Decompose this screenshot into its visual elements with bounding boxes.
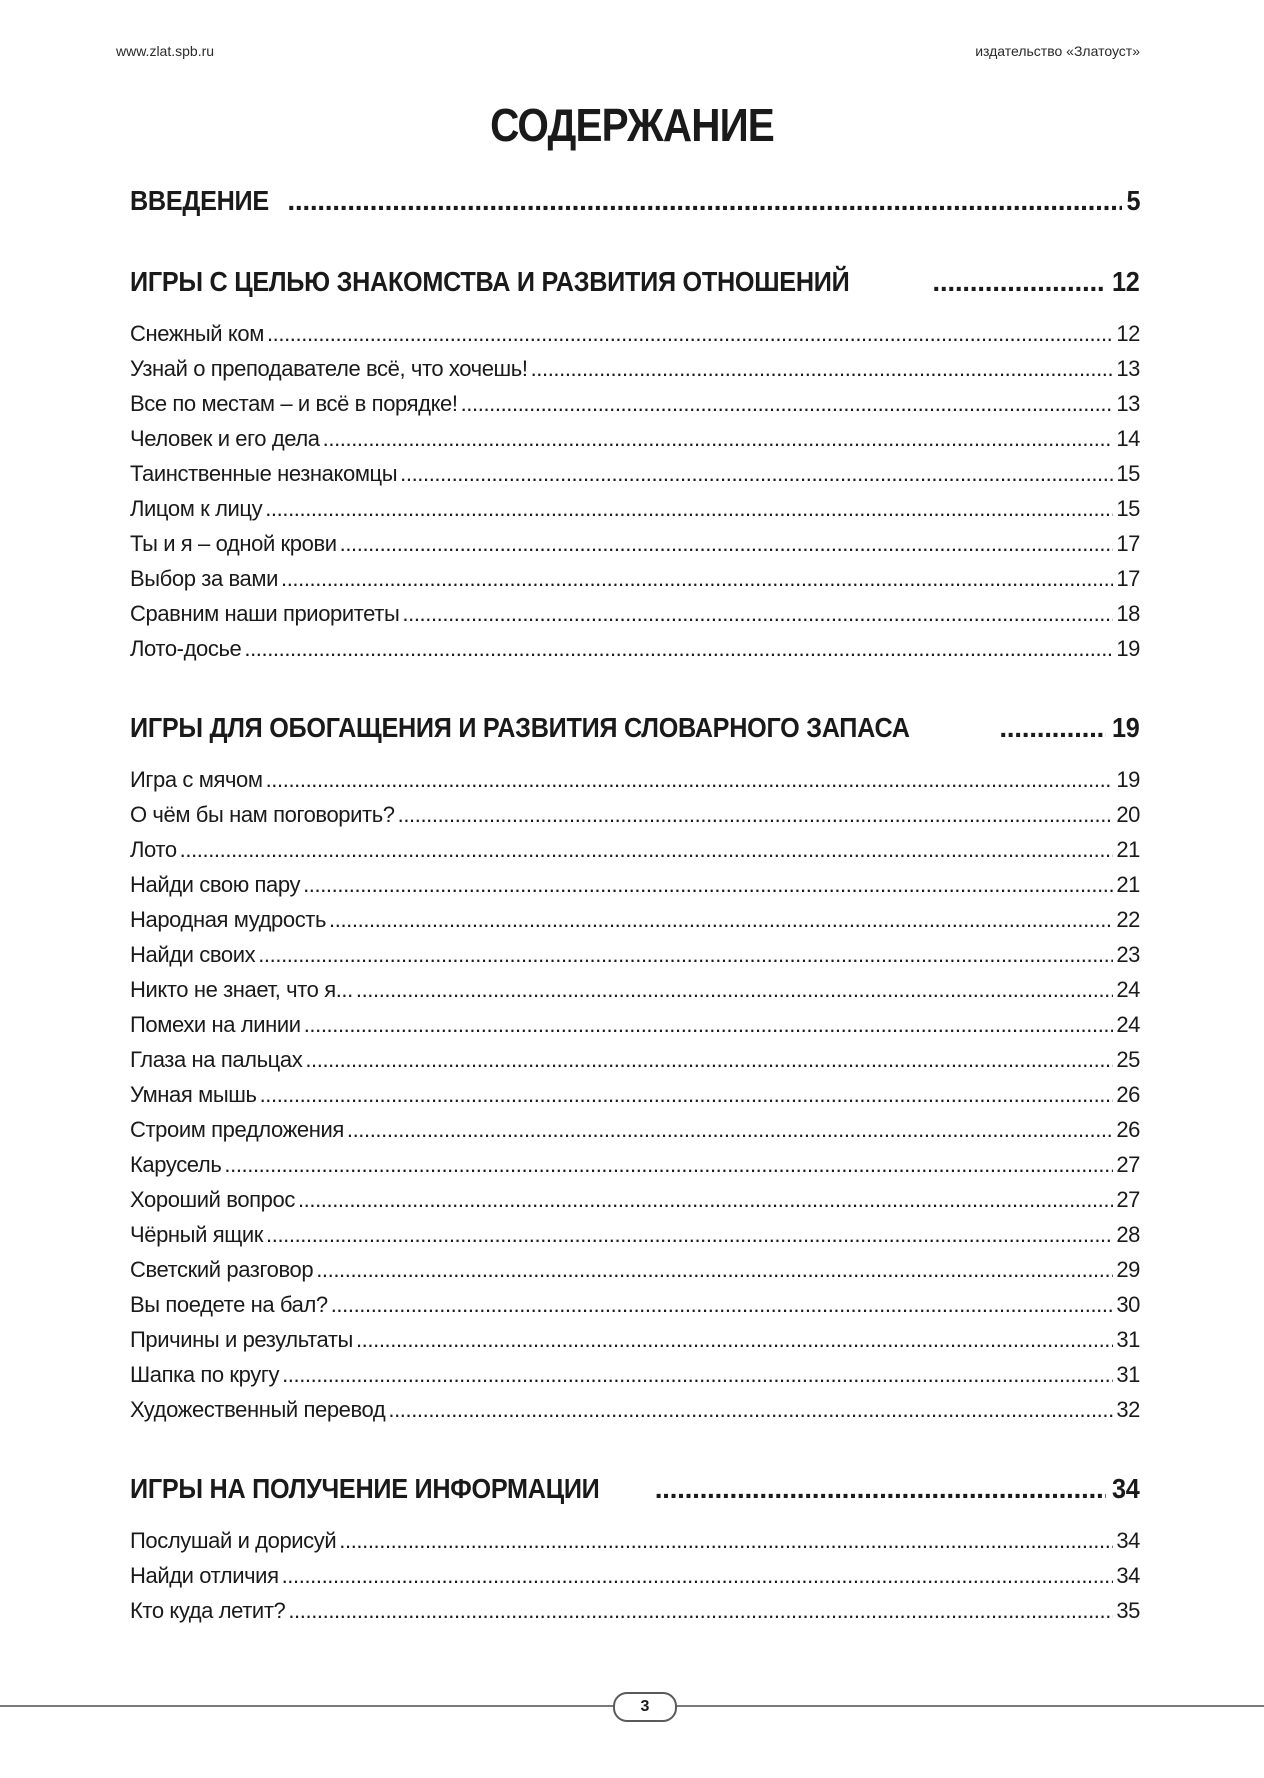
toc-entry-title: Хороший вопрос	[130, 1187, 295, 1212]
toc-entry-title: Светский разговор	[130, 1257, 314, 1282]
toc-entry	[130, 1558, 1140, 1593]
toc-entry-page: 14	[1116, 426, 1140, 451]
dot-leader	[331, 1287, 1114, 1322]
toc-entry-page: 12	[1116, 321, 1140, 346]
toc-entry	[130, 386, 1140, 421]
website-url: www.zlat.spb.ru	[116, 43, 215, 59]
dot-leader	[340, 526, 1114, 561]
toc-entry	[130, 1252, 1140, 1287]
dot-leader	[224, 1147, 1113, 1182]
dot-leader	[265, 491, 1113, 526]
toc-entry-page: 32	[1116, 1397, 1140, 1422]
toc-entry-page: 5	[1126, 185, 1140, 216]
dot-leader	[356, 972, 1113, 1007]
toc-entry-title: Народная мудрость	[130, 907, 327, 932]
toc-entry	[130, 526, 1140, 561]
toc-section-title: ИГРЫ ДЛЯ ОБОГАЩЕНИЯ И РАЗВИТИЯ СЛОВАРНОГО ЗАПАСА	[130, 712, 910, 743]
toc-section-page: 34	[1112, 1473, 1140, 1504]
toc-entry-page: 26	[1116, 1082, 1140, 1107]
toc-entry-page: 30	[1116, 1292, 1140, 1317]
dot-leader	[316, 1252, 1113, 1287]
toc-entry-page: 17	[1116, 531, 1140, 556]
toc-entry-title: Лото	[130, 837, 177, 862]
toc-entry-title: Снежный ком	[130, 321, 264, 346]
dot-leader	[304, 1007, 1114, 1042]
publisher-name: издательство «Златоуст»	[975, 43, 1140, 59]
toc-entry-page: 34	[1116, 1563, 1140, 1588]
toc-entry	[130, 421, 1140, 456]
toc-entry	[130, 762, 1140, 797]
toc-section-heading	[130, 1461, 1140, 1517]
toc-entry	[130, 1147, 1140, 1182]
toc-section-title: ИГРЫ С ЦЕЛЬЮ ЗНАКОМСТВА И РАЗВИТИЯ ОТНОШЕНИЙ	[130, 266, 850, 297]
toc-entry	[130, 902, 1140, 937]
toc-entry	[130, 316, 1140, 351]
toc-entry	[130, 561, 1140, 596]
dot-leader	[303, 867, 1113, 902]
toc-entry-page: 19	[1116, 636, 1140, 661]
dot-leader	[305, 1042, 1113, 1077]
toc-sections	[130, 254, 1140, 1628]
toc-entry-page: 19	[1116, 767, 1140, 792]
dot-leader	[388, 1392, 1113, 1427]
dot-leader	[323, 421, 1114, 456]
toc-entry-page: 25	[1116, 1047, 1140, 1072]
toc-entry	[130, 456, 1140, 491]
toc-entry-title: Человек и его дела	[130, 426, 320, 451]
toc-entry-page: 13	[1116, 391, 1140, 416]
dot-leader	[356, 1322, 1113, 1357]
toc-entry-page: 34	[1116, 1528, 1140, 1553]
toc-entry-title: Строим предложения	[130, 1117, 344, 1142]
toc-entry-page: 26	[1116, 1117, 1140, 1142]
toc-entry	[130, 351, 1140, 386]
toc-entry-page: 17	[1116, 566, 1140, 591]
toc-entry-title: ВВЕДЕНИЕ	[130, 185, 269, 216]
toc-entry	[130, 631, 1140, 666]
toc-entry	[130, 1287, 1140, 1322]
toc-entry	[130, 1112, 1140, 1147]
toc-entry	[130, 1042, 1140, 1077]
toc-entry-title: Умная мышь	[130, 1082, 257, 1107]
toc-entry-title: Причины и результаты	[130, 1327, 353, 1352]
page-title: СОДЕРЖАНИЕ	[490, 99, 774, 151]
toc-entry-page: 15	[1116, 461, 1140, 486]
toc-entry-title: Художественный перевод	[130, 1397, 386, 1422]
dot-leader	[999, 700, 1106, 756]
toc-entry	[130, 972, 1140, 1007]
toc-entry-title: Кто куда летит?	[130, 1598, 286, 1623]
toc-entry-page: 24	[1116, 1012, 1140, 1037]
toc-entry	[130, 1392, 1140, 1427]
toc-entry-page: 29	[1116, 1257, 1140, 1282]
toc-entry-title: Найди отличия	[130, 1563, 279, 1588]
toc-section-page: 12	[1112, 266, 1140, 297]
toc-entry-title: Помехи на линии	[130, 1012, 301, 1037]
dot-leader	[267, 316, 1113, 351]
toc-entry	[130, 1182, 1140, 1217]
dot-leader	[402, 596, 1113, 631]
toc-entry-page: 27	[1116, 1187, 1140, 1212]
dot-leader	[298, 1182, 1113, 1217]
dot-leader	[461, 386, 1114, 421]
dot-leader	[244, 631, 1113, 666]
page-header	[116, 43, 1140, 63]
toc-entry-title: Найди свою пару	[130, 872, 301, 897]
dot-leader	[266, 762, 1114, 797]
dot-leader	[260, 1077, 1114, 1112]
toc-entry-title: Глаза на пальцах	[130, 1047, 303, 1072]
toc-entry-title: Вы поедете на бал?	[130, 1292, 328, 1317]
dot-leader	[288, 1593, 1113, 1628]
toc-entry	[130, 797, 1140, 832]
toc-entry-title: Узнай о преподавателе всё, что хочешь!	[130, 356, 528, 381]
toc-entry-page: 23	[1116, 942, 1140, 967]
toc-entry-title: Лото-досье	[130, 636, 242, 661]
dot-leader	[281, 561, 1113, 596]
toc-entry-page: 31	[1116, 1362, 1140, 1387]
toc-entry-title: Шапка по кругу	[130, 1362, 280, 1387]
toc-entry-title: Игра с мячом	[130, 767, 263, 792]
dot-leader	[655, 1461, 1107, 1517]
toc-entry-title: О чём бы нам поговорить?	[130, 802, 395, 827]
toc-entry	[130, 867, 1140, 902]
toc-entry-title: Карусель	[130, 1152, 222, 1177]
dot-leader	[329, 902, 1113, 937]
toc-entry-page: 20	[1116, 802, 1140, 827]
toc-entry	[130, 491, 1140, 526]
table-of-contents	[130, 182, 1140, 1628]
toc-section-title: ИГРЫ НА ПОЛУЧЕНИЕ ИНФОРМАЦИИ	[130, 1473, 600, 1504]
dot-leader	[266, 1217, 1113, 1252]
toc-entry-page: 13	[1116, 356, 1140, 381]
toc-entry	[130, 1217, 1140, 1252]
toc-entry-page: 21	[1116, 872, 1140, 897]
toc-entry-page: 21	[1116, 837, 1140, 862]
dot-leader	[400, 456, 1113, 491]
toc-entry	[130, 1593, 1140, 1628]
toc-entry-title: Все по местам – и всё в порядке!	[130, 391, 458, 416]
toc-section-page: 19	[1112, 712, 1140, 743]
toc-entry	[130, 1322, 1140, 1357]
toc-entry-title: Чёрный ящик	[130, 1222, 264, 1247]
toc-entry	[130, 1007, 1140, 1042]
dot-leader	[347, 1112, 1113, 1147]
toc-entry-title: Сравним наши приоритеты	[130, 601, 400, 626]
toc-entry-title: Выбор за вами	[130, 566, 278, 591]
toc-entry-page: 28	[1116, 1222, 1140, 1247]
page-number: 3	[613, 1692, 677, 1722]
toc-entry-page: 35	[1116, 1598, 1140, 1623]
toc-entry-page: 22	[1116, 907, 1140, 932]
toc-entry-page: 18	[1116, 601, 1140, 626]
toc-entry-title: Найди своих	[130, 942, 256, 967]
toc-section-heading	[130, 254, 1140, 310]
dot-leader	[180, 832, 1114, 867]
toc-entry-title: Ты и я – одной крови	[130, 531, 337, 556]
toc-entry	[130, 832, 1140, 867]
dot-leader	[282, 1558, 1114, 1593]
toc-entry-page: 24	[1116, 977, 1140, 1002]
toc-entry	[130, 1523, 1140, 1558]
dot-leader	[258, 937, 1113, 972]
toc-entry-title: Лицом к лицу	[130, 496, 263, 521]
toc-entry-title: Послушай и дорисуй	[130, 1528, 337, 1553]
dot-leader	[287, 182, 1121, 220]
toc-section-heading	[130, 700, 1140, 756]
toc-entry-title: Таинственные незнакомцы	[130, 461, 398, 486]
dot-leader	[339, 1523, 1113, 1558]
toc-entry-title: Никто не знает, что я...	[130, 977, 353, 1002]
dot-leader	[398, 797, 1114, 832]
dot-leader	[531, 351, 1114, 386]
toc-entry-page: 31	[1116, 1327, 1140, 1352]
toc-entry-page: 27	[1116, 1152, 1140, 1177]
toc-entry-page: 15	[1116, 496, 1140, 521]
toc-entry-intro	[130, 182, 1140, 220]
toc-entry	[130, 937, 1140, 972]
dot-leader	[932, 254, 1106, 310]
toc-entry	[130, 596, 1140, 631]
toc-entry	[130, 1357, 1140, 1392]
toc-entry	[130, 1077, 1140, 1112]
dot-leader	[282, 1357, 1113, 1392]
